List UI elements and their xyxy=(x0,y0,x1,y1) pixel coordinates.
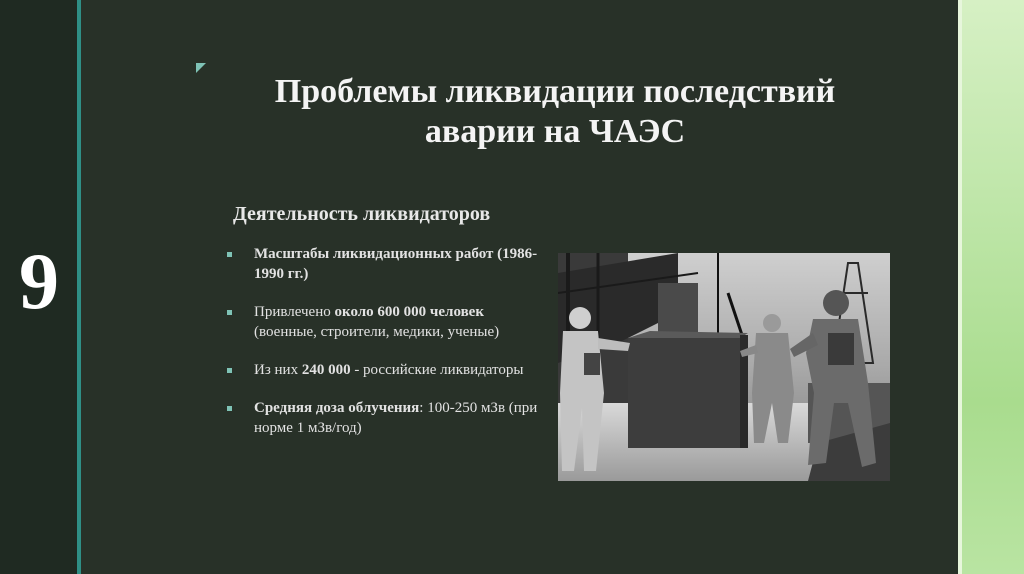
bullet-text: 240 000 xyxy=(301,362,351,378)
bullet-text: около 600 000 человек xyxy=(334,304,484,320)
bullet-square-icon xyxy=(227,406,232,411)
bullet-square-icon xyxy=(227,310,232,315)
title-line-1: Проблемы ликвидации последствий xyxy=(274,73,836,110)
corner-triangle-icon xyxy=(196,63,206,73)
bullet-text: - российские ликвидаторы xyxy=(350,362,524,378)
bullet-text: Привлечено xyxy=(254,304,335,320)
bullet-item xyxy=(224,360,544,380)
liquidators-photo xyxy=(558,253,890,481)
bullet-text: Средняя доза облучения xyxy=(254,400,420,416)
bullet-item xyxy=(224,398,544,438)
bullet-square-icon xyxy=(227,252,232,257)
bullet-text: (военные, строители, медики, ученые) xyxy=(254,324,500,340)
bullet-item xyxy=(224,244,544,284)
slide-title xyxy=(230,72,880,152)
bullet-square-icon xyxy=(227,368,232,373)
right-decorative-stripe xyxy=(958,0,1024,574)
bullet-list xyxy=(224,244,544,456)
section-subtitle: Деятельность ликвидаторов xyxy=(233,203,491,225)
slide-number: 9 xyxy=(19,238,59,326)
title-line-2: аварии на ЧАЭС xyxy=(424,113,686,151)
bullet-item xyxy=(224,302,544,342)
bullet-text: : 100-250 мЗв (при норме 1 мЗв/год) xyxy=(254,400,538,436)
bullet-text: Из них xyxy=(254,362,302,378)
bullet-text: Масштабы ликвидационных работ (1986-1990 гг.) xyxy=(254,246,538,282)
